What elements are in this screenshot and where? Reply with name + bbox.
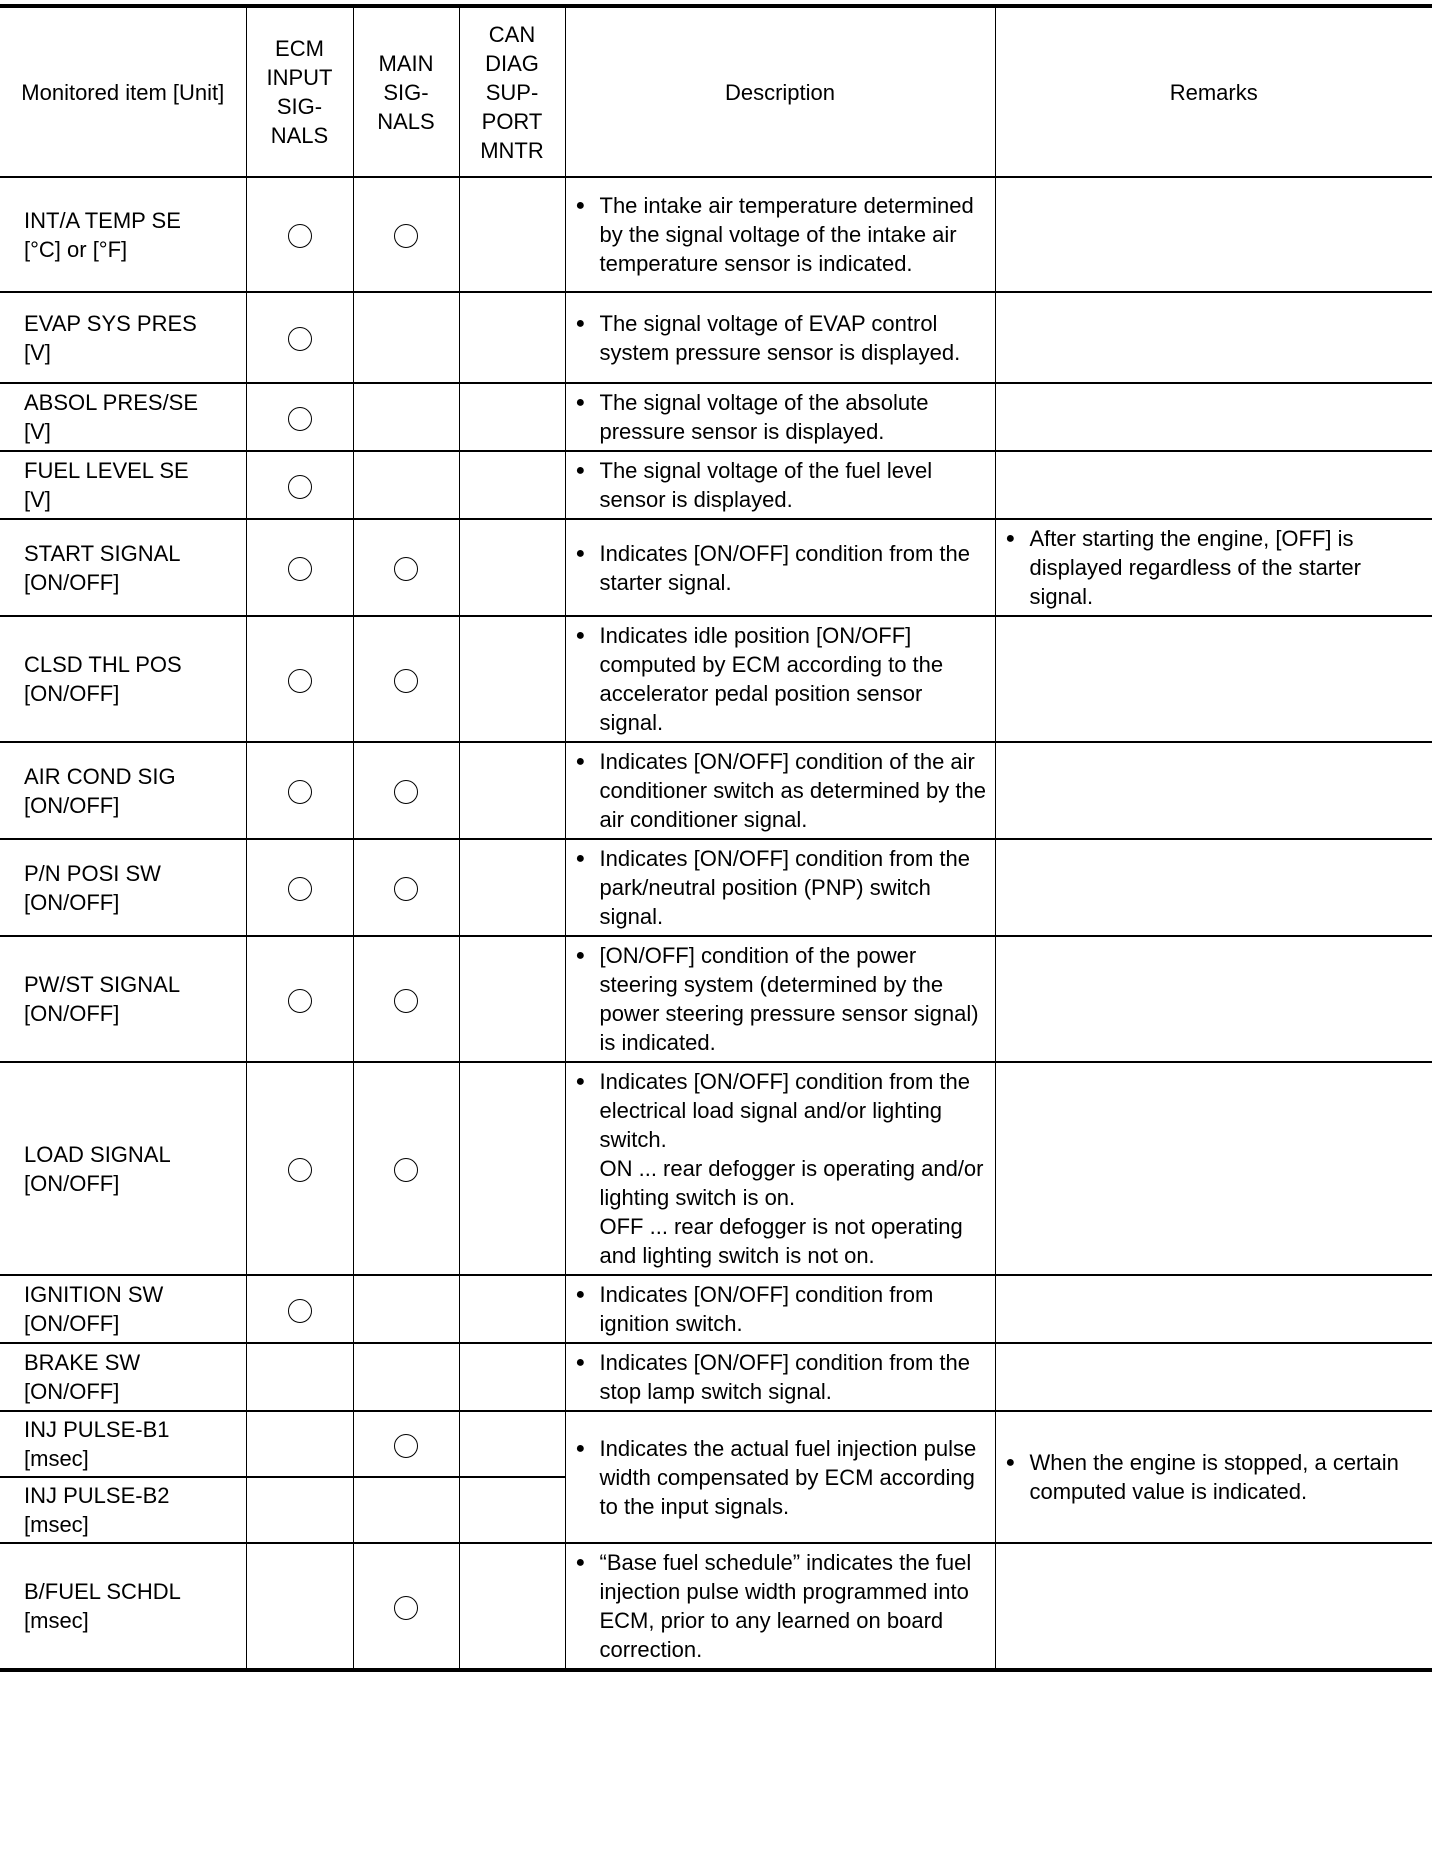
description-cell-text (600, 191, 989, 278)
description-cell-line: The intake air temperature determined by the signal voltage of the intake air temperature sensor is indicated. (599, 193, 974, 276)
item-unit: [V] (24, 419, 51, 444)
bullet-icon: ● (575, 394, 586, 411)
description-cell-bullet (576, 747, 989, 834)
circle-mark-icon (288, 224, 312, 248)
description-cell-bullet (576, 844, 989, 931)
description-cell-line: Indicates [ON/OFF] condition from ignition switch. (599, 1282, 934, 1336)
table-row (0, 177, 1432, 292)
ecm-input-cell (246, 742, 353, 839)
description-cell-text (600, 1548, 989, 1664)
description-cell (565, 1411, 995, 1543)
description-cell (565, 1062, 995, 1275)
can-diag-cell (459, 177, 565, 292)
description-cell (565, 1543, 995, 1670)
bullet-icon: ● (575, 544, 586, 562)
remarks-cell (995, 839, 1432, 936)
circle-mark-icon (288, 327, 312, 351)
item-unit: [msec] (24, 1512, 89, 1537)
main-signals-cell (353, 519, 459, 616)
item-name: LOAD SIGNAL (24, 1141, 171, 1167)
description-cell-bullet (576, 941, 989, 1057)
header-ecm-input-signals: ECM INPUT SIG- NALS (246, 6, 353, 177)
description-cell (565, 451, 995, 519)
item-name: START SIGNAL (24, 540, 181, 566)
item-unit: [ON/OFF] (24, 1170, 120, 1196)
description-cell (565, 1343, 995, 1411)
bullet-icon: ● (575, 462, 586, 479)
bullet-icon: ● (575, 947, 586, 964)
bullet-icon: ● (575, 627, 586, 644)
circle-mark-icon (394, 1434, 418, 1458)
circle-mark-icon (394, 224, 418, 248)
monitored-item-cell (0, 177, 246, 292)
can-diag-cell (459, 1343, 565, 1411)
monitored-item-cell (0, 292, 246, 383)
table-row (0, 1543, 1432, 1670)
table-row (0, 292, 1432, 383)
remarks-cell (995, 451, 1432, 519)
table-row (0, 616, 1432, 742)
monitored-item-cell (0, 1062, 246, 1275)
bullet-icon: ● (575, 1073, 586, 1090)
bullet-icon: ● (575, 1286, 586, 1303)
item-unit: [ON/OFF] (24, 889, 120, 915)
description-cell (565, 383, 995, 451)
can-diag-cell (459, 839, 565, 936)
description-cell-line: Indicates [ON/OFF] condition of the air conditioner switch as determined by the air conditioner signal. (599, 749, 986, 832)
monitored-item-cell (0, 519, 246, 616)
remarks-cell (995, 177, 1432, 292)
monitor-items-table (0, 4, 1432, 1672)
remarks-cell (995, 1275, 1432, 1343)
monitored-item-cell (0, 742, 246, 839)
circle-mark-icon (394, 1596, 418, 1620)
can-diag-cell (459, 1062, 565, 1275)
description-cell-text (600, 621, 989, 737)
item-unit: [msec] (24, 1608, 89, 1633)
main-signals-cell (353, 1062, 459, 1275)
table-row (0, 383, 1432, 451)
table-row (0, 742, 1432, 839)
circle-mark-icon (288, 989, 312, 1013)
can-diag-cell (459, 1543, 565, 1670)
remarks-cell (995, 1343, 1432, 1411)
description-cell-bullet (576, 309, 989, 367)
description-cell-line: “Base fuel schedule” indicates the fuel injection pulse width programmed into ECM, prior to any learned on board correction. (599, 1550, 972, 1662)
description-cell-bullet (576, 191, 989, 278)
item-name: PW/ST SIGNAL (24, 972, 181, 997)
item-name: INT/A TEMP SE (24, 207, 181, 233)
description-cell-line: The signal voltage of the absolute pressure sensor is displayed. (599, 390, 929, 444)
remarks-cell-bullet (1006, 1448, 1427, 1506)
monitored-item-cell (0, 1477, 246, 1543)
description-cell-text (600, 1280, 989, 1338)
remarks-cell (995, 292, 1432, 383)
header-can-diag-support-mntr: CAN DIAG SUP- PORT MNTR (459, 6, 565, 177)
header-remarks: Remarks (995, 6, 1432, 177)
can-diag-cell (459, 1275, 565, 1343)
table-row (0, 1411, 1432, 1477)
can-diag-cell (459, 936, 565, 1062)
table-row (0, 839, 1432, 936)
item-name: P/N POSI SW (24, 860, 161, 886)
bullet-icon: ● (575, 753, 586, 770)
bullet-icon: ● (575, 1554, 586, 1571)
circle-mark-icon (394, 557, 418, 581)
description-cell-extra-line: OFF ... rear defogger is not operating and lighting switch is not on. (599, 1214, 963, 1268)
description-cell-bullet (576, 1067, 989, 1270)
monitored-item-cell (0, 383, 246, 451)
description-cell-text (600, 1434, 989, 1521)
item-name: FUEL LEVEL SE (24, 458, 189, 483)
header-monitored-item: Monitored item [Unit] (0, 6, 246, 177)
main-signals-cell (353, 1411, 459, 1477)
item-name: B/FUEL SCHDL (24, 1579, 181, 1604)
table-row (0, 1343, 1432, 1411)
can-diag-cell (459, 292, 565, 383)
description-cell-extra-line: ON ... rear defogger is operating and/or lighting switch is on. (599, 1156, 984, 1210)
can-diag-cell (459, 742, 565, 839)
item-unit: [ON/OFF] (24, 1311, 120, 1336)
remarks-cell-line: When the engine is stopped, a certain computed value is indicated. (1029, 1450, 1399, 1504)
item-name: INJ PULSE-B1 (24, 1417, 170, 1442)
item-unit: [ON/OFF] (24, 792, 120, 818)
main-signals-cell (353, 936, 459, 1062)
ecm-input-cell (246, 616, 353, 742)
item-name: IGNITION SW (24, 1282, 164, 1307)
item-name: BRAKE SW (24, 1350, 141, 1375)
description-cell (565, 177, 995, 292)
bullet-icon: ● (575, 197, 586, 214)
ecm-input-cell (246, 1411, 353, 1477)
circle-mark-icon (288, 407, 312, 431)
bullet-icon: ● (1005, 530, 1016, 547)
circle-mark-icon (394, 989, 418, 1013)
ecm-input-cell (246, 519, 353, 616)
ecm-input-cell (246, 1062, 353, 1275)
table-row (0, 936, 1432, 1062)
table-row (0, 451, 1432, 519)
monitored-item-cell (0, 936, 246, 1062)
remarks-cell (995, 616, 1432, 742)
bullet-icon: ● (575, 850, 586, 867)
ecm-input-cell (246, 1275, 353, 1343)
remarks-cell (995, 1543, 1432, 1670)
remarks-cell (995, 1062, 1432, 1275)
remarks-cell (995, 519, 1432, 616)
description-cell-bullet (576, 1434, 989, 1521)
header-main-signals: MAIN SIG- NALS (353, 6, 459, 177)
main-signals-cell (353, 1477, 459, 1543)
monitored-item-cell (0, 1343, 246, 1411)
item-unit: [ON/OFF] (24, 1379, 120, 1404)
bullet-icon: ● (575, 1439, 586, 1457)
circle-mark-icon (288, 475, 312, 499)
description-cell-text (600, 1348, 989, 1406)
can-diag-cell (459, 616, 565, 742)
description-cell (565, 519, 995, 616)
description-cell-line: The signal voltage of the fuel level sensor is displayed. (599, 458, 933, 512)
description-cell-line: The signal voltage of EVAP control system pressure sensor is displayed. (599, 310, 961, 365)
ecm-input-cell (246, 292, 353, 383)
description-cell-bullet (576, 1280, 989, 1338)
main-signals-cell (353, 742, 459, 839)
description-cell-bullet (576, 621, 989, 737)
bullet-icon: ● (575, 1354, 586, 1371)
remarks-cell (995, 383, 1432, 451)
header-description: Description (565, 6, 995, 177)
description-cell-line: Indicates [ON/OFF] condition from the electrical load signal and/or lighting switch. (599, 1069, 970, 1152)
remarks-cell (995, 936, 1432, 1062)
description-cell-line: Indicates the actual fuel injection pulse width compensated by ECM according to the input signals. (599, 1435, 977, 1519)
main-signals-cell (353, 383, 459, 451)
circle-mark-icon (394, 780, 418, 804)
item-unit: [V] (24, 487, 51, 512)
description-cell-line: Indicates [ON/OFF] condition from the stop lamp switch signal. (599, 1350, 970, 1404)
monitored-item-cell (0, 1275, 246, 1343)
description-cell-text (600, 844, 989, 931)
can-diag-cell (459, 1411, 565, 1477)
remarks-cell-line: After starting the engine, [OFF] is displayed regardless of the starter signal. (1029, 526, 1361, 609)
ecm-input-cell (246, 177, 353, 292)
main-signals-cell (353, 292, 459, 383)
item-unit: [ON/OFF] (24, 1001, 120, 1026)
circle-mark-icon (288, 1158, 312, 1182)
can-diag-cell (459, 451, 565, 519)
main-signals-cell (353, 616, 459, 742)
description-cell-bullet (576, 388, 989, 446)
can-diag-cell (459, 519, 565, 616)
description-cell-text (600, 539, 989, 597)
main-signals-cell (353, 839, 459, 936)
description-cell-text (600, 388, 989, 446)
ecm-input-cell (246, 1543, 353, 1670)
main-signals-cell (353, 1543, 459, 1670)
monitored-item-cell (0, 839, 246, 936)
circle-mark-icon (394, 1158, 418, 1182)
can-diag-cell (459, 383, 565, 451)
ecm-input-cell (246, 383, 353, 451)
circle-mark-icon (394, 669, 418, 693)
item-name: ABSOL PRES/SE (24, 390, 199, 415)
circle-mark-icon (288, 557, 312, 581)
description-cell (565, 839, 995, 936)
description-cell-bullet (576, 1548, 989, 1664)
circle-mark-icon (288, 877, 312, 901)
circle-mark-icon (288, 669, 312, 693)
ecm-input-cell (246, 451, 353, 519)
remarks-cell-bullet (1006, 524, 1427, 611)
description-cell-bullet (576, 539, 989, 597)
description-cell-line: Indicates [ON/OFF] condition from the park/neutral position (PNP) switch signal. (599, 846, 970, 929)
description-cell (565, 616, 995, 742)
bullet-icon: ● (1005, 1454, 1016, 1471)
main-signals-cell (353, 451, 459, 519)
ecm-input-cell (246, 936, 353, 1062)
circle-mark-icon (288, 780, 312, 804)
monitored-item-cell (0, 451, 246, 519)
item-unit: [°C] or [°F] (24, 236, 128, 262)
main-signals-cell (353, 1343, 459, 1411)
item-unit: [msec] (24, 1446, 89, 1471)
monitored-item-cell (0, 1543, 246, 1670)
remarks-cell (995, 1411, 1432, 1543)
remarks-cell-text (1030, 1448, 1427, 1506)
ecm-input-cell (246, 1343, 353, 1411)
table-row (0, 519, 1432, 616)
bullet-icon: ● (575, 314, 586, 332)
remarks-cell (995, 742, 1432, 839)
circle-mark-icon (394, 877, 418, 901)
main-signals-cell (353, 1275, 459, 1343)
description-cell-line: Indicates idle position [ON/OFF] computed by ECM according to the accelerator pedal position sensor signal. (599, 623, 944, 735)
main-signals-cell (353, 177, 459, 292)
description-cell-text (600, 941, 989, 1057)
ecm-input-cell (246, 1477, 353, 1543)
item-unit: [ON/OFF] (24, 681, 120, 706)
description-cell-text (600, 456, 989, 514)
table-row (0, 1062, 1432, 1275)
item-name: EVAP SYS PRES (24, 310, 197, 336)
item-unit: [V] (24, 339, 51, 365)
remarks-cell-text (1030, 524, 1427, 611)
item-name: AIR COND SIG (24, 763, 176, 789)
description-cell-line: [ON/OFF] condition of the power steering system (determined by the power steering pressure sensor signal) is indicated. (599, 943, 979, 1055)
description-cell-text (600, 309, 989, 367)
item-name: CLSD THL POS (24, 652, 182, 677)
item-unit: [ON/OFF] (24, 569, 120, 595)
description-cell-text (600, 1067, 989, 1270)
description-cell-bullet (576, 1348, 989, 1406)
table-row (0, 1275, 1432, 1343)
circle-mark-icon (288, 1299, 312, 1323)
description-cell (565, 936, 995, 1062)
description-cell (565, 1275, 995, 1343)
ecm-input-cell (246, 839, 353, 936)
monitored-item-cell (0, 1411, 246, 1477)
description-cell (565, 292, 995, 383)
item-name: INJ PULSE-B2 (24, 1483, 170, 1508)
description-cell (565, 742, 995, 839)
monitored-item-cell (0, 616, 246, 742)
header-row (0, 6, 1432, 177)
description-cell-text (600, 747, 989, 834)
can-diag-cell (459, 1477, 565, 1543)
description-cell-bullet (576, 456, 989, 514)
description-cell-line: Indicates [ON/OFF] condition from the starter signal. (599, 540, 970, 595)
